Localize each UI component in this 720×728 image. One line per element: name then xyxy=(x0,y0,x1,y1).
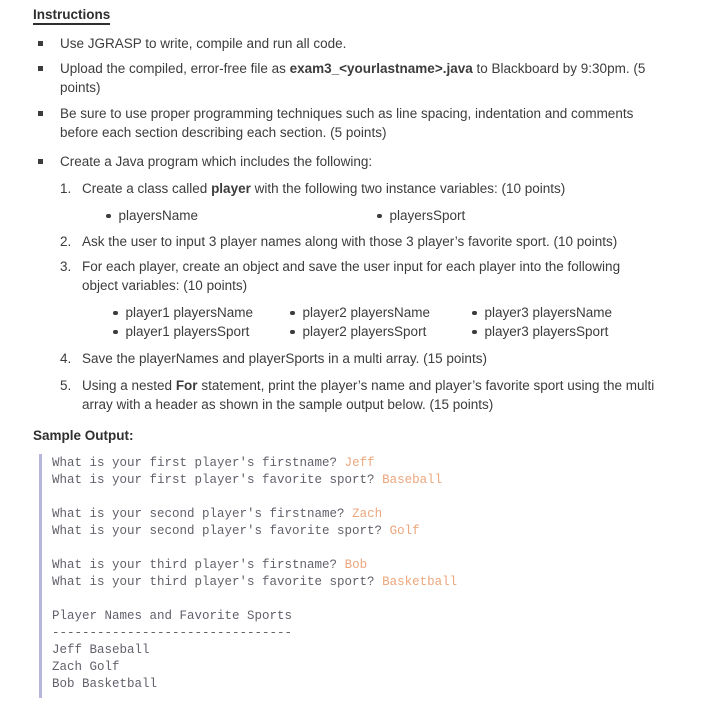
item-number: 4. xyxy=(60,351,72,366)
grid-cell-text: player1 playersName xyxy=(125,305,254,320)
grid-cell-text: player2 playersSport xyxy=(302,324,427,339)
item-number: 2. xyxy=(60,234,72,249)
console-line xyxy=(52,472,694,489)
user-input-text: Basketball xyxy=(382,575,458,589)
numbered-item-2 xyxy=(33,232,694,251)
grid-cell xyxy=(472,322,694,341)
prompt-text: What is your third player's favorite sport? xyxy=(52,575,383,589)
item-line: array with a header as shown in the sample output below. (15 points) xyxy=(82,397,494,412)
text-segment: statement, print the player’s name and player’s favorite sport using the multi xyxy=(197,378,655,393)
grid-cell-text: player3 playersName xyxy=(484,305,613,320)
user-input-text: Golf xyxy=(389,524,420,538)
prompt-text: What is your first player's firstname? xyxy=(52,456,345,470)
sub-bullet-playerssport xyxy=(377,206,465,225)
sub-bullet-text: playersName xyxy=(118,208,199,223)
console-line xyxy=(52,557,694,574)
sub-bullet-text: playersSport xyxy=(389,208,466,223)
sub-bullet-playersname xyxy=(106,206,377,225)
console-line xyxy=(52,455,694,472)
prompt-text: What is your second player's firstname? xyxy=(52,507,353,521)
text-segment: with the following two instance variables: (10 points) xyxy=(250,181,566,196)
instructions-heading: Instructions xyxy=(33,6,110,25)
grid-cell-text: player3 playersSport xyxy=(484,324,609,339)
console-line xyxy=(52,506,694,523)
console-result-row: Zach Golf xyxy=(52,660,120,674)
object-variable-grid xyxy=(113,303,694,341)
grid-cell xyxy=(113,322,290,341)
text-segment: to Blackboard by 9:30pm. (5 xyxy=(472,61,646,76)
bullet-item-upload xyxy=(33,59,694,97)
console-blank-line xyxy=(52,489,694,506)
bullet-item-jgrasp xyxy=(33,34,694,53)
for-bold-text: For xyxy=(175,378,198,393)
grid-cell xyxy=(113,303,290,322)
user-input-text: Zach xyxy=(352,507,383,521)
user-input-text: Baseball xyxy=(382,473,443,487)
console-blank-line xyxy=(52,591,694,608)
round-bullet-icon xyxy=(290,311,295,316)
grid-row-names xyxy=(113,303,694,322)
round-bullet-icon xyxy=(106,214,111,219)
square-bullet-icon xyxy=(38,59,60,71)
item-number: 1. xyxy=(60,181,72,196)
console-blank-line xyxy=(52,540,694,557)
item-number: 5. xyxy=(60,378,72,393)
round-bullet-icon xyxy=(472,330,477,335)
bullet-text: Create a Java program which includes the following: xyxy=(60,154,373,169)
text-segment: Upload the compiled, error-free file as xyxy=(60,61,290,76)
bullet-line: points) xyxy=(60,80,101,95)
round-bullet-icon xyxy=(113,330,118,335)
item-text: Save the playerNames and playerSports in a multi array. (15 points) xyxy=(82,351,487,366)
round-bullet-icon xyxy=(113,311,118,316)
instance-variable-list xyxy=(106,206,694,225)
item-line: object variables: (10 points) xyxy=(82,278,248,293)
round-bullet-icon xyxy=(290,330,295,335)
user-input-text: Jeff xyxy=(344,456,375,470)
item-line xyxy=(82,376,694,395)
bullet-text xyxy=(60,104,694,142)
prompt-text: What is your first player's favorite sport? xyxy=(52,473,383,487)
bullet-text: Use JGRASP to write, compile and run all code. xyxy=(60,36,347,51)
user-input-text: Bob xyxy=(344,558,368,572)
console-line xyxy=(52,574,694,591)
grid-cell-text: player1 playersSport xyxy=(125,324,250,339)
grid-cell-text: player2 playersName xyxy=(302,305,431,320)
item-text xyxy=(82,376,694,414)
numbered-item-1 xyxy=(33,179,694,198)
round-bullet-icon xyxy=(377,214,382,219)
console-output-block xyxy=(39,454,694,698)
prompt-text: What is your third player's firstname? xyxy=(52,558,345,572)
bullet-item-techniques xyxy=(33,104,694,142)
numbered-item-3 xyxy=(33,257,694,295)
square-bullet-icon xyxy=(38,104,60,116)
bullet-line xyxy=(60,59,694,78)
round-bullet-icon xyxy=(472,311,477,316)
text-segment: Create a class called xyxy=(82,181,212,196)
console-line xyxy=(52,523,694,540)
console-result-row: Jeff Baseball xyxy=(52,643,150,657)
grid-cell xyxy=(472,303,694,322)
item-number: 3. xyxy=(60,259,72,274)
grid-cell xyxy=(290,303,472,322)
bullet-line: Be sure to use proper programming techniques such as line spacing, indentation and comments xyxy=(60,106,634,121)
numbered-item-5 xyxy=(33,376,694,414)
grid-row-sports xyxy=(113,322,694,341)
console-result-row: Bob Basketball xyxy=(52,677,158,691)
console-table-divider: -------------------------------- xyxy=(52,626,293,640)
console-table-header: Player Names and Favorite Sports xyxy=(52,609,293,623)
prompt-text: What is your second player's favorite sport? xyxy=(52,524,390,538)
square-bullet-icon xyxy=(38,34,60,46)
player-bold-text: player xyxy=(211,181,251,196)
bullet-line: before each section describing each section. (5 points) xyxy=(60,125,387,140)
numbered-item-4 xyxy=(33,349,694,368)
item-line: For each player, create an object and save the user input for each player into the following xyxy=(82,259,621,274)
filename-bold-text: exam3_<yourlastname>.java xyxy=(289,61,473,76)
text-segment: Using a nested xyxy=(82,378,176,393)
item-text xyxy=(82,257,694,295)
item-text xyxy=(82,179,694,198)
bullet-item-create-program xyxy=(33,152,694,171)
grid-cell xyxy=(290,322,472,341)
sample-output-heading: Sample Output: xyxy=(33,428,134,443)
item-text: Ask the user to input 3 player names along with those 3 player’s favorite sport. (10 points) xyxy=(82,234,618,249)
bullet-text xyxy=(60,59,694,97)
square-bullet-icon xyxy=(38,152,60,164)
